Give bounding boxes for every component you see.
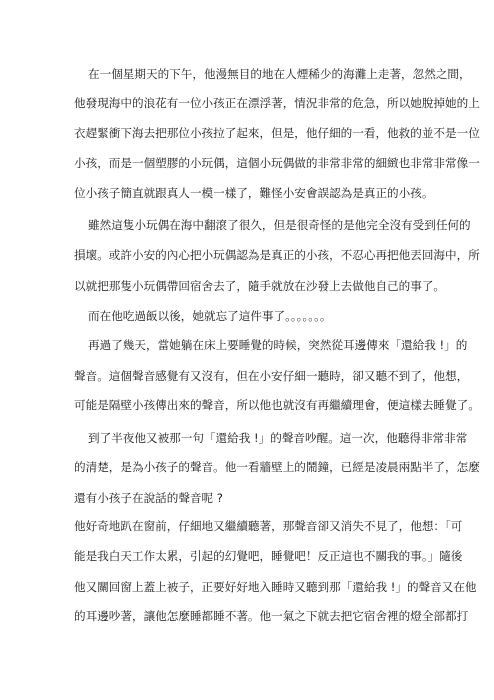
text-line: 損壞。或許小安的內心把小玩偶認為是真正的小孩，不忍心再把他丟回海中，所	[74, 248, 480, 262]
text-line: 聲音。這個聲音感覺有又沒有，但在小安仔細一聽時，卻又聽不到了，他想，	[74, 369, 469, 383]
text-line: 他發現海中的浪花有一位小孩正在漂浮著，情況非常的危急，所以她脫掉她的上	[74, 96, 480, 110]
text-line: 他又關回窗上蓋上被子，正要好好地入睡時又聽到那「還給我 !」的聲音又在他	[74, 580, 477, 594]
text-line: 在一個星期天的下午，他漫無目的地在人煙稀少的海灘上走著，忽然之間，	[88, 67, 471, 81]
text-line: 能是我白天工作太累，引起的幻覺吧，睡覺吧！反正這也不關我的事。」隨後	[74, 549, 463, 563]
text-line: 位小孩子簡直就跟真人一模一樣了，難怪小安會誤認為是真正的小孩。	[74, 186, 434, 200]
text-line: 的耳邊吵著，讓他怎麼睡都睡不著。他一氣之下就去把它宿舍裡的燈全部都打	[74, 609, 469, 623]
text-line: 再過了幾天，當她躺在床上要睡覺的時候，突然從耳邊傳來「還給我 !」的	[88, 338, 468, 352]
text-line: 而在他吃過飯以後，她就忘了這件事了。。。。。。。	[88, 309, 332, 323]
text-line: 的清楚，是為小孩子的聲音。他一看牆壁上的鬧鐘，已經是凌晨兩點半了，怎麼	[74, 460, 480, 474]
text-line: 他好奇地趴在窗前，仔細地又繼續聽著，那聲音卻又消失不見了，他想：「可	[74, 519, 463, 533]
text-line: 到了半夜他又被那一句「還給我 !」的聲音吵醒。這一次，他聽得非常非常	[88, 431, 468, 445]
text-line: 衣趕緊衝下海去把那位小孩拉了起來，但是，他仔細的一看，他救的並不是一位	[74, 126, 480, 140]
text-line: 小孩，而是一個塑膠的小玩偶，這個小玩偶做的非常非常的細緻也非常非常像一	[74, 156, 480, 170]
text-line: 還有小孩子在說話的聲音呢 ?	[74, 491, 223, 505]
text-line: 雖然這隻小玩偶在海中翻滾了很久，但是很奇怪的是他完全沒有受到任何的	[88, 218, 471, 232]
text-line: 可能是隔壁小孩傳出來的聲音，所以他也就沒有再繼續理會，便這樣去睡覺了。	[74, 398, 480, 412]
text-line: 以就把那隻小玩偶帶回宿舍去了，隨手就放在沙發上去做他自己的事了。	[74, 279, 446, 293]
